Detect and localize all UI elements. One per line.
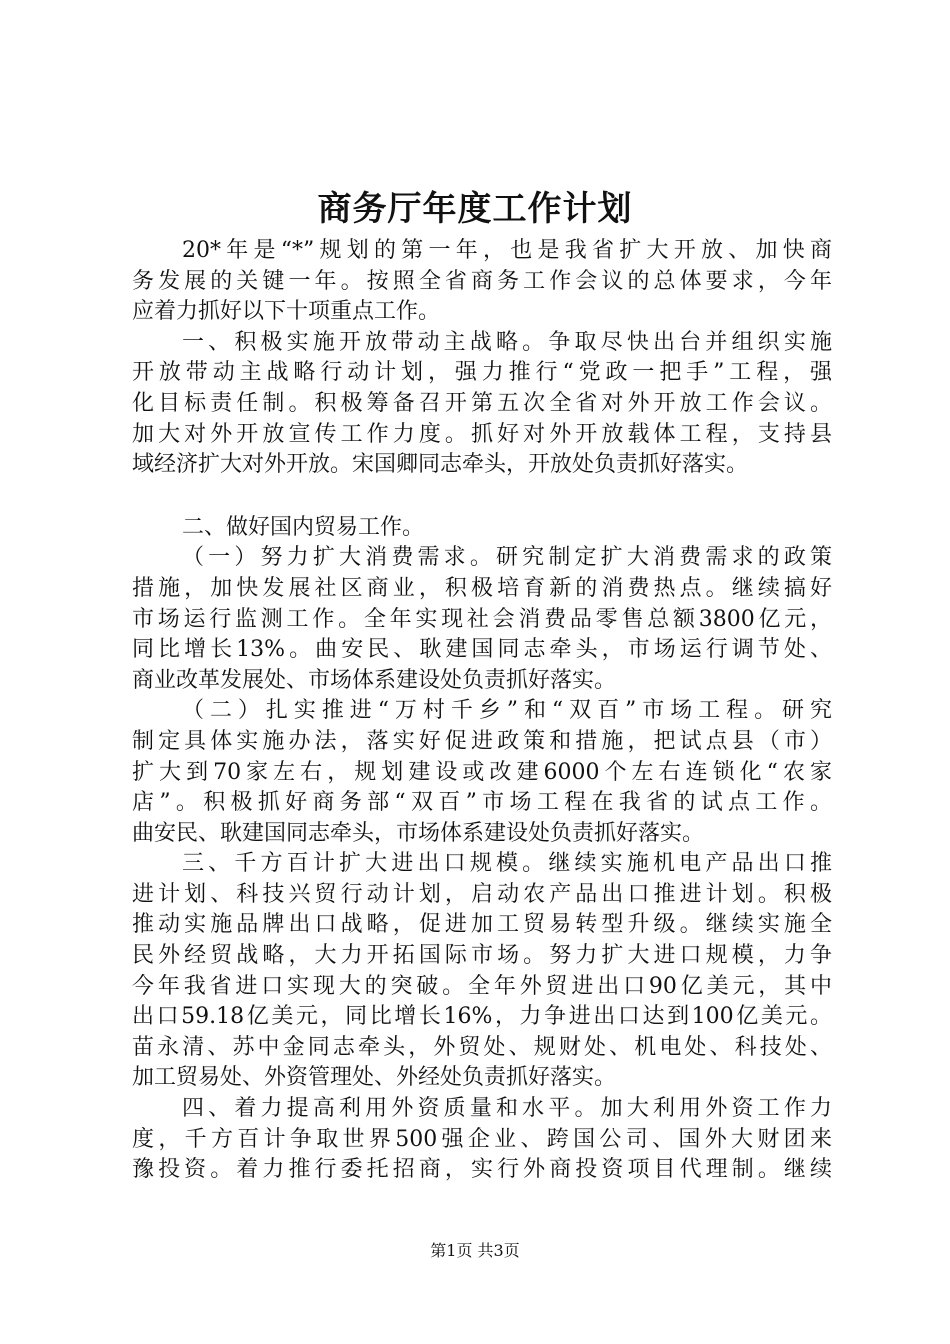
text-line (132, 481, 832, 513)
text-line: 务发展的关键一年。按照全省商务工作会议的总体要求，今年 (132, 268, 832, 294)
text-line: 推动实施品牌出口战略，促进加工贸易转型升级。继续实施全 (132, 912, 832, 938)
text-line: 开放带动主战略行动计划，强力推行“党政一把手”工程，强 (132, 360, 832, 386)
text-line: 度，千方百计争取世界500强企业、跨国公司、国外大财团来 (132, 1126, 832, 1152)
text-line: 同比增长13%。曲安民、耿建国同志牵头，市场运行调节处、 (132, 637, 832, 663)
text-line: 二、做好国内贸易工作。 (182, 514, 425, 540)
text-line: 应着力抓好以下十项重点工作。 (132, 299, 441, 325)
text-line: 扩大到70家左右，规划建设或改建6000个左右连锁化“农家 (132, 759, 832, 785)
text-line: 店”。积极抓好商务部“双百”市场工程在我省的试点工作。 (132, 790, 832, 816)
text-line: 20*年是“*”规划的第一年，也是我省扩大开放、加快商 (182, 238, 832, 263)
text-line: （二）扎实推进“万村千乡”和“双百”市场工程。研究 (182, 698, 832, 724)
text-line: 苗永清、苏中金同志牵头，外贸处、规财处、机电处、科技处、 (132, 1034, 832, 1060)
text-line: 曲安民、耿建国同志牵头，市场体系建设处负责抓好落实。 (132, 820, 705, 846)
text-line: 加大对外开放宣传工作力度。抓好对外开放载体工程，支持县 (132, 421, 832, 447)
text-line: 豫投资。着力推行委托招商，实行外商投资项目代理制。继续 (132, 1157, 832, 1183)
text-line: 加工贸易处、外资管理处、外经处负责抓好落实。 (132, 1065, 617, 1091)
text-line: 今年我省进口实现大的突破。全年外贸进出口90亿美元，其中 (132, 973, 832, 999)
text-line: 制定具体实施办法，落实好促进政策和措施，把试点县（市） (132, 728, 832, 754)
text-line: 三、千方百计扩大进出口规模。继续实施机电产品出口推 (182, 851, 832, 877)
text-line: 市场运行监测工作。全年实现社会消费品零售总额3800亿元， (132, 606, 832, 632)
text-line: 出口59.18亿美元，同比增长16%，力争进出口达到100亿美元。 (132, 1004, 832, 1030)
text-line: 化目标责任制。积极筹备召开第五次全省对外开放工作会议。 (132, 390, 832, 416)
text-line: 措施，加快发展社区商业，积极培育新的消费热点。继续搞好 (132, 575, 832, 601)
document-title: 商务厅年度工作计划 (317, 189, 633, 229)
text-line: 进计划、科技兴贸行动计划，启动农产品出口推进计划。积极 (132, 881, 832, 907)
page-footer: 第1页 共3页 (430, 1241, 520, 1260)
text-line: 民外经贸战略，大力开拓国际市场。努力扩大进口规模，力争 (132, 943, 832, 969)
document-body (132, 236, 832, 1186)
text-line: 四、着力提高利用外资质量和水平。加大利用外资工作力 (182, 1096, 832, 1122)
text-line: 商业改革发展处、市场体系建设处负责抓好落实。 (132, 667, 617, 693)
text-line: 一、积极实施开放带动主战略。争取尽快出台并组织实施 (182, 329, 832, 355)
text-line: （一）努力扩大消费需求。研究制定扩大消费需求的政策 (182, 545, 832, 571)
text-line: 域经济扩大对外开放。宋国卿同志牵头，开放处负责抓好落实。 (132, 452, 749, 478)
